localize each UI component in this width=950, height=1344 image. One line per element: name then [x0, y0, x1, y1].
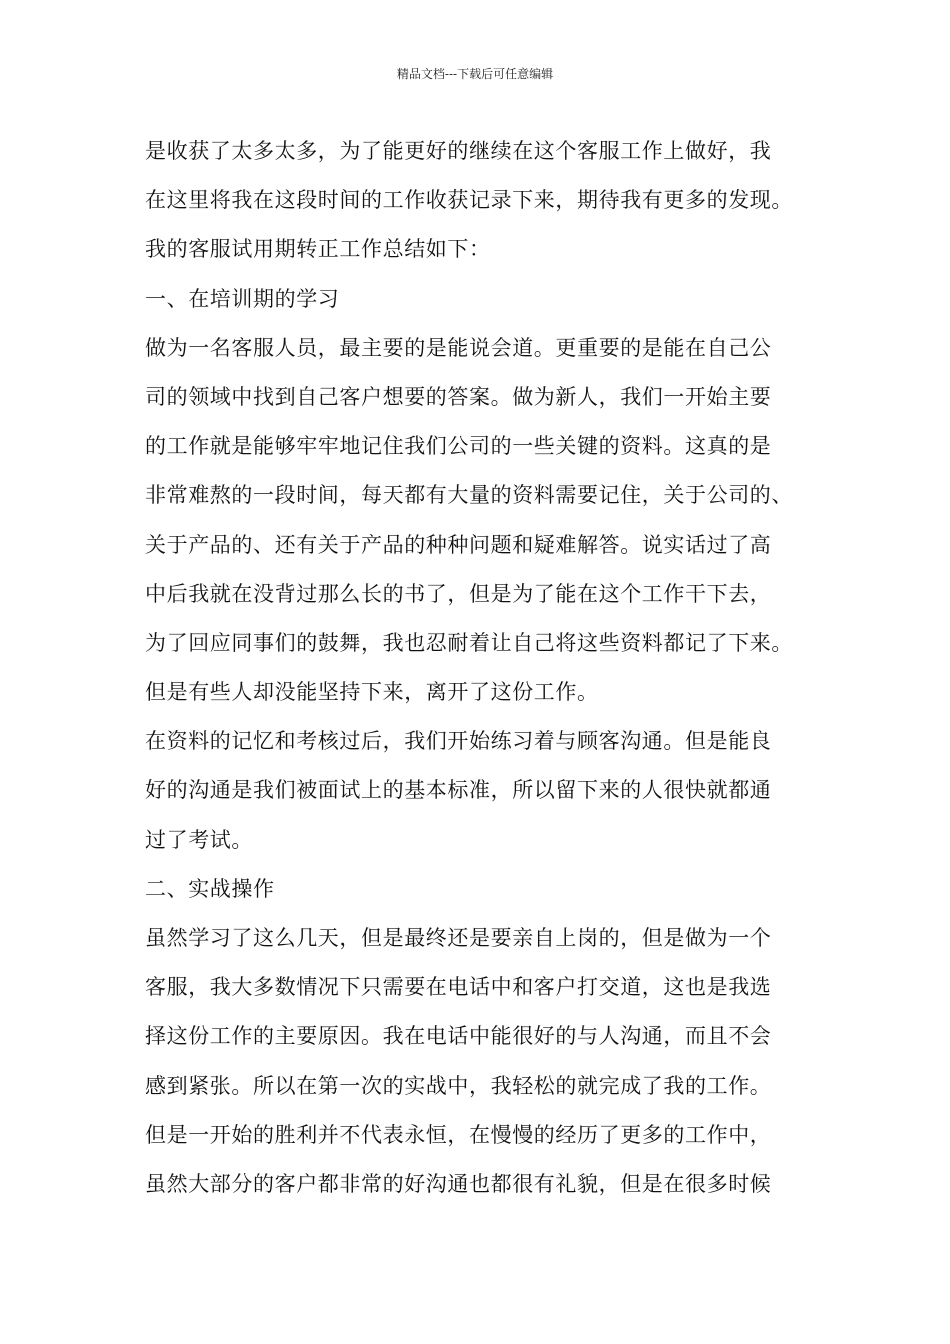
text-line: 我的客服试用期转正工作总结如下：	[145, 237, 491, 262]
text-line: 虽然大部分的客户都非常的好沟通也都很有礼貌，但是在很多时候	[145, 1171, 772, 1196]
text-line: 但是有些人却没能坚持下来，离开了这份工作。	[145, 680, 599, 705]
text-line: 过了考试。	[145, 827, 253, 852]
page-header: 精品文档---下载后可任意编辑	[396, 67, 554, 81]
text-line: 是收获了太多太多，为了能更好的继续在这个客服工作上做好，我	[145, 139, 772, 163]
text-line: 择这份工作的主要原因。我在电话中能很好的与人沟通，而且不会	[145, 1024, 772, 1049]
text-line: 但是一开始的胜利并不代表永恒，在慢慢的经历了更多的工作中，	[145, 1122, 772, 1147]
text-line: 为了回应同事们的鼓舞，我也忍耐着让自己将这些资料都记了下来。	[145, 630, 793, 655]
text-line: 感到紧张。所以在第一次的实战中，我轻松的就完成了我的工作。	[145, 1073, 772, 1098]
text-line: 非常难熬的一段时间，每天都有大量的资料需要记住，关于公司的、	[145, 483, 793, 508]
document-body	[145, 127, 835, 1209]
text-line: 在这里将我在这段时间的工作收获记录下来，期待我有更多的发现。	[145, 188, 793, 213]
text-line: 的工作就是能够牢牢地记住我们公司的一些关键的资料。这真的是	[145, 434, 772, 459]
text-line: 客服，我大多数情况下只需要在电话中和客户打交道，这也是我选	[145, 975, 772, 1000]
text-line: 在资料的记忆和考核过后，我们开始练习着与顾客沟通。但是能良	[145, 729, 772, 754]
section-heading: 一、在培训期的学习	[145, 286, 340, 311]
text-line: 关于产品的、还有关于产品的种种问题和疑难解答。说实话过了高	[145, 532, 772, 557]
section-heading: 二、实战操作	[145, 876, 275, 901]
text-line: 虽然学习了这么几天，但是最终还是要亲自上岗的，但是做为一个	[145, 926, 772, 950]
text-line: 做为一名客服人员，最主要的是能说会道。更重要的是能在自己公	[145, 335, 772, 360]
text-line: 中后我就在没背过那么长的书了，但是为了能在这个工作干下去，	[145, 581, 772, 606]
text-line: 好的沟通是我们被面试上的基本标准，所以留下来的人很快就都通	[145, 778, 772, 803]
text-line: 司的领域中找到自己客户想要的答案。做为新人，我们一开始主要	[145, 384, 772, 409]
